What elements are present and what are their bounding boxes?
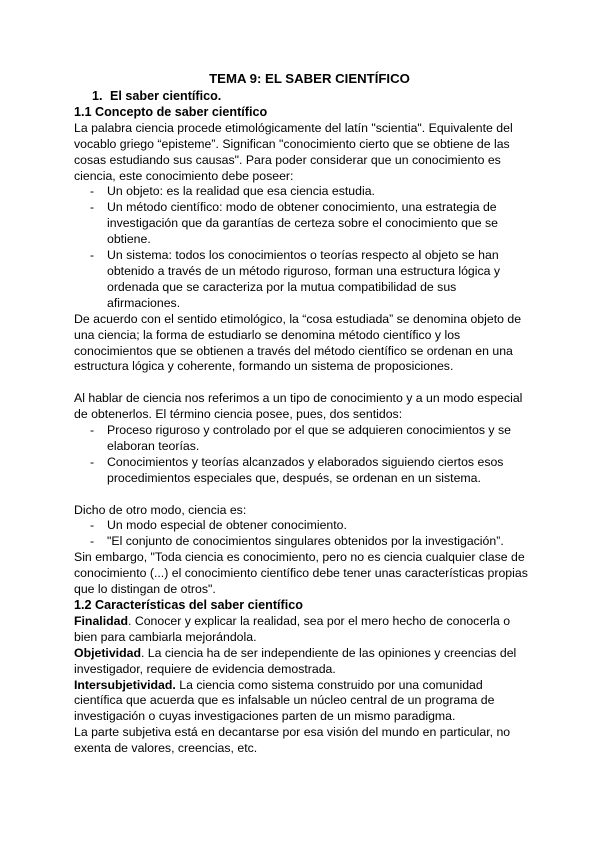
intersubjetividad-text: La ciencia como sistema construido por una comunidad científica que acuerda que es infalsable un núcleo central de un programa de investigación o cuyas investigaciones parten de un mismo paradigma. (74, 677, 495, 724)
paragraph-sentidos: Al hablar de ciencia nos referimos a un tipo de conocimiento y a un modo especial de obtenerlos. El término ciencia posee, pues, dos sentidos: (74, 391, 523, 422)
list-item-text: Un objeto: es la realidad que esa ciencia estudia. (107, 184, 375, 199)
list-item (74, 534, 529, 550)
paragraph-objetividad (74, 646, 529, 678)
section-number: 1. (92, 89, 103, 103)
list-item (74, 455, 529, 487)
dash-bullet: - (90, 184, 95, 199)
objetividad-text: . La ciencia ha de ser independiente de las opiniones y creencias del investigador, requiere de evidencia demostrada. (74, 645, 517, 676)
subsection-heading-caracteristicas: 1.2 Características del saber científico (74, 597, 303, 612)
blank-line (74, 487, 529, 503)
dash-bullet: - (90, 200, 95, 215)
dash-bullet: - (90, 454, 95, 469)
definition-list (74, 518, 529, 550)
dash-bullet: - (90, 518, 95, 533)
list-item-text: Proceso riguroso y controlado por el que se adquieren conocimientos y se elaboran teorías. (107, 423, 511, 453)
requirements-list (74, 184, 529, 311)
paragraph-dicho: Dicho de otro modo, ciencia es: (74, 502, 247, 517)
paragraph-subjetiva: La parte subjetiva está en decantarse por esa visión del mundo en particular, no exenta de valores, creencias, etc. (74, 725, 511, 756)
list-item-text: "El conjunto de conocimientos singulares obtenidos por la investigación”. (107, 534, 504, 549)
senses-list (74, 423, 529, 487)
list-item (74, 200, 529, 248)
paragraph-intersubjetividad (74, 678, 529, 726)
dash-bullet: - (90, 534, 95, 549)
paragraph-intro: La palabra ciencia procede etimológicamente del latín "scientia". Equivalente del vocablo griego “episteme”. Significan "conocimiento cierto que se obtiene de las cosas estudiando sus causas". Para poder considerar que un conocimiento es ciencia, este conocimiento debe poseer: (74, 120, 513, 183)
list-item (74, 248, 529, 312)
page-title: TEMA 9: EL SABER CIENTÍFICO (209, 71, 410, 86)
list-item-text: Un sistema: todos los conocimientos o teorías respecto al objeto se han obtenido a través de un método riguroso, forman una estructura lógica y ordenada que se caracteriza por la mutua compatibilidad de sus afirmaciones. (107, 248, 501, 310)
list-item-text: Conocimientos y teorías alcanzados y elaborados siguiendo ciertos esos procedimientos especiales que, después, se ordenan en un sistema. (107, 454, 504, 485)
finalidad-text: . Conocer y explicar la realidad, sea por el mero hecho de conocerla o bien para cambiarla mejorándola. (74, 613, 511, 644)
document-body (74, 71, 529, 757)
blank-line (74, 375, 529, 391)
paragraph-etimologico: De acuerdo con el sentido etimológico, la “cosa estudiada” se denomina objeto de una ciencia; la forma de estudiarlo se denomina método científico y los conocimientos que se obtienen a través del método científico se ordenan en una estructura lógica y coherente, formando un sistema de proposiciones. (74, 311, 522, 374)
list-item (74, 423, 529, 455)
section-heading (74, 89, 529, 105)
section-label: El saber científico. (110, 89, 222, 103)
list-item (74, 518, 529, 534)
dash-bullet: - (90, 423, 95, 438)
term-intersubjetividad: Intersubjetividad. (74, 677, 176, 692)
list-item-text: Un modo especial de obtener conocimiento. (107, 518, 347, 533)
subsection-heading-concepto: 1.1 Concepto de saber científico (74, 104, 268, 119)
term-objetividad: Objetividad (74, 645, 141, 660)
dash-bullet: - (90, 248, 95, 263)
term-finalidad: Finalidad (74, 613, 128, 628)
paragraph-sin-embargo: Sin embargo, "Toda ciencia es conocimiento, pero no es ciencia cualquier clase de conocimiento (...) el conocimiento científico debe tener unas características propias que lo distingan de otros". (74, 550, 528, 597)
list-item-text: Un método científico: modo de obtener conocimiento, una estrategia de investigación que da garantías de certeza sobre el conocimiento que se obtiene. (107, 200, 499, 247)
paragraph-finalidad (74, 614, 529, 646)
list-item (74, 184, 529, 200)
